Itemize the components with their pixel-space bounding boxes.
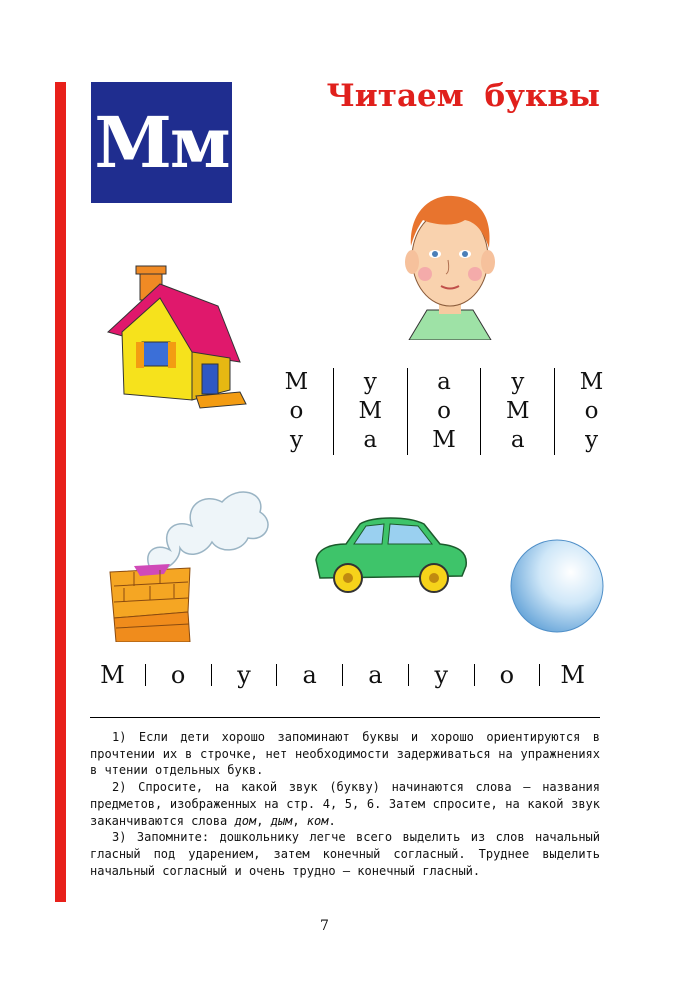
red-margin-bar bbox=[55, 82, 66, 902]
note-3: 3) Запомните: дошкольнику легче всего выделить из слов начальный гласный под ударением, затем конечный согласный. Труднее выделить начальный согласный и очень трудно — конечный гласный. bbox=[90, 830, 600, 878]
page-title: Читаем буквы bbox=[326, 78, 600, 114]
syllable-grid bbox=[268, 368, 620, 455]
strip-letter: о bbox=[499, 661, 515, 689]
grid-cell: о bbox=[584, 398, 599, 424]
teacher-notes bbox=[90, 729, 600, 879]
grid-cell: о bbox=[289, 398, 304, 424]
strip-letter: М bbox=[100, 661, 125, 689]
grid-row bbox=[268, 368, 620, 397]
grid-cell: а bbox=[510, 427, 525, 453]
car-illustration bbox=[312, 508, 472, 598]
grid-cell: у bbox=[289, 427, 304, 453]
ball-illustration bbox=[508, 537, 606, 635]
strip-letter: а bbox=[302, 661, 317, 689]
grid-cell: М bbox=[358, 398, 382, 424]
grid-cell: о bbox=[437, 398, 451, 424]
example-word: ком bbox=[306, 813, 329, 828]
grid-row bbox=[268, 397, 620, 426]
example-word: дом bbox=[234, 813, 257, 828]
strip-letter: у bbox=[434, 661, 449, 689]
strip-letter: а bbox=[368, 661, 383, 689]
note-1: 1) Если дети хорошо запоминают буквы и хорошо ориентируются в прочтении их в строчке, нет необходимости задерживаться на упражнениях в чтении отдельных букв. bbox=[90, 730, 600, 778]
house-illustration bbox=[100, 262, 250, 412]
letter-box bbox=[91, 82, 232, 203]
note-2: 2) Спросите, на какой звук (букву) начинаются слова — названия предметов, изображенных на стр. 4, 5, 6. Затем спросите, на какой звук заканчиваются слова дом, дым, ком. bbox=[90, 780, 600, 828]
strip-letter: М bbox=[560, 661, 585, 689]
strip-letter: у bbox=[236, 661, 251, 689]
grid-cell: М bbox=[579, 369, 604, 395]
grid-cell: М bbox=[506, 398, 530, 424]
grid-cell: М bbox=[284, 369, 309, 395]
page-number: 7 bbox=[320, 918, 329, 934]
grid-row bbox=[268, 426, 620, 455]
grid-cell: М bbox=[432, 427, 456, 453]
letter-label: Мм bbox=[94, 101, 229, 184]
grid-cell: у bbox=[584, 427, 599, 453]
grid-cell: у bbox=[511, 369, 525, 395]
grid-cell: у bbox=[363, 369, 377, 395]
boy-illustration bbox=[395, 190, 505, 340]
footnote-divider bbox=[90, 717, 600, 718]
grid-cell: а bbox=[363, 427, 378, 453]
letter-strip bbox=[80, 660, 605, 690]
example-word: дым bbox=[270, 813, 293, 828]
grid-cell: а bbox=[437, 369, 451, 395]
chimney-smoke-illustration bbox=[100, 462, 280, 642]
strip-letter: о bbox=[170, 661, 186, 689]
